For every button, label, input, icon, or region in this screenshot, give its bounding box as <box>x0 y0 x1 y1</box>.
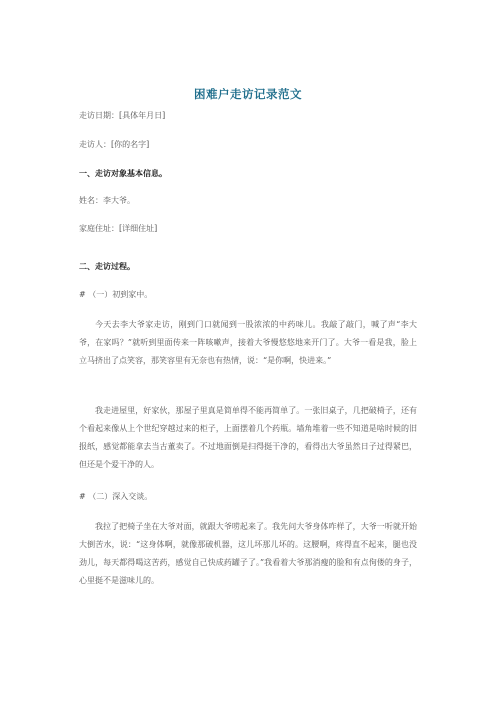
visit-date-line: 走访日期：[具体年月日] <box>79 111 166 120</box>
section-heading-visit-process: 二、走访过程。 <box>79 261 135 271</box>
visitor-line: 走访人：[你的名字] <box>79 140 150 149</box>
paragraph-house: 我走进屋里，好家伙，那屋子里真是简单得不能再简单了。一张旧桌子，几把破椅子，还有个看起来像从上个世纪穿越过来的柜子，上面摆着几个药瓶。墙角堆着一些不知道是啥时候的旧报纸，感觉都能拿去当古董卖了。不过地面倒是扫得挺干净的，看得出大爷虽然日子过得紧巴，但还是个爱干净的人。 <box>79 406 417 469</box>
section-heading-basic-info: 一、走访对象基本信息。 <box>79 168 167 178</box>
paragraph-arrival: 今天去李大爷家走访，刚到门口就闻到一股浓浓的中药味儿。我敲了敲门，喊了声“李大爷，在家吗？”就听到里面传来一阵咳嗽声，接着大爷慢悠悠地来开门了。大爷一看是我，脸上立马挤出了点笑容，那笑容里有无奈也有热情，说：“是你啊，快进来。” <box>79 320 417 365</box>
subheading-conversation: # （二）深入交谈。 <box>79 492 153 501</box>
name-line: 姓名：李大爷。 <box>79 196 135 205</box>
address-line: 家庭住址：[详细住址] <box>79 224 158 233</box>
subheading-arrival: # （一）初到家中。 <box>79 290 153 299</box>
document-title: 困难户走访记录范文 <box>194 87 302 101</box>
paragraph-conversation: 我拉了把椅子坐在大爷对面，就跟大爷唠起来了。我先问大爷身体咋样了，大爷一听就开始大倒苦水，说：“这身体啊，就像那破机器，这儿坏那儿坏的。这腰啊，疼得直不起来，腿也没劲儿，每天都得喝这苦药，感觉自己快成药罐子了。”我看着大爷那消瘦的脸和有点佝偻的身子，心里挺不是滋味儿的。 <box>79 522 417 585</box>
